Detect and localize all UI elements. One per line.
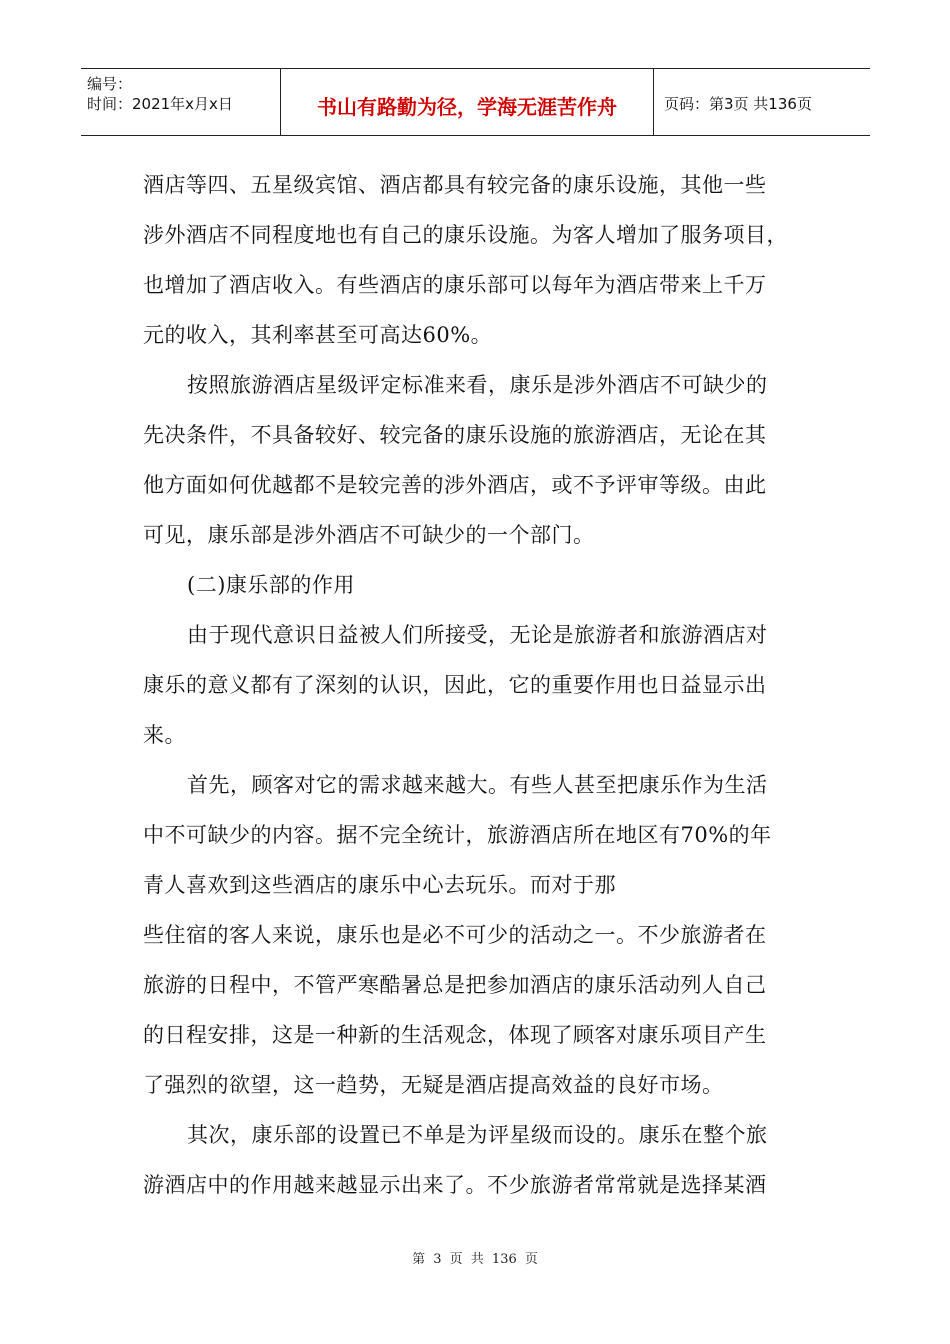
document-body [143,160,813,1210]
document-date: 时间：2021年x月x日 [87,95,233,113]
body-text-line: 康乐的意义都有了深刻的认识，因此，它的重要作用也日益显示出 [143,673,767,697]
body-text-line: 青人喜欢到这些酒店的康乐中心去玩乐。而对于那 [143,873,616,897]
body-text-line: 其次，康乐部的设置已不单是为评星级而设的。康乐在整个旅 [187,1123,768,1147]
header-page-info: 页码：第3页 共136页 [664,95,812,113]
body-text-line: 些住宿的客人来说，康乐也是必不可少的活动之一。不少旅游者在 [143,923,767,947]
body-text-line: 酒店等四、五星级宾馆、酒店都具有较完备的康乐设施，其他一些 [143,173,767,197]
page-footer: 第 3 页 共 136 页 [412,1252,538,1267]
body-text-line: (二)康乐部的作用 [187,573,355,597]
body-text-line: 的日程安排，这是一种新的生活观念，体现了顾客对康乐项目产生 [143,1023,767,1047]
body-text-line: 中不可缺少的内容。据不完全统计，旅游酒店所在地区有70%的年 [143,823,772,847]
header-motto-cell [281,69,654,135]
document-number-label: 编号： [87,75,133,93]
body-text-line: 首先，顾客对它的需求越来越大。有些人甚至把康乐作为生活 [187,773,768,797]
body-text-line: 先决条件，不具备较好、较完备的康乐设施的旅游酒店，无论在其 [143,423,767,447]
body-text-line: 可见，康乐部是涉外酒店不可缺少的一个部门。 [143,523,595,547]
body-text-line: 由于现代意识日益被人们所接受，无论是旅游者和旅游酒店对 [187,623,768,647]
header-meta-cell [81,69,281,135]
header-page-cell [654,69,870,135]
body-text-line: 也增加了酒店收入。有些酒店的康乐部可以每年为酒店带来上千万 [143,273,767,297]
body-text-line: 旅游的日程中，不管严寒酷暑总是把参加酒店的康乐活动列人自己 [143,973,767,997]
body-text-line: 按照旅游酒店星级评定标准来看，康乐是涉外酒店不可缺少的 [187,373,768,397]
body-text-line: 涉外酒店不同程度地也有自己的康乐设施。为客人增加了服务项目， [143,223,788,247]
motto-text: 书山有路勤为径，学海无涯苦作舟 [317,95,617,119]
body-text-line: 来。 [143,723,186,747]
body-text-line: 他方面如何优越都不是较完善的涉外酒店，或不予评审等级。由此 [143,473,767,497]
body-text-line: 了强烈的欲望，这一趋势，无疑是酒店提高效益的良好市场。 [143,1073,724,1097]
body-text-line: 元的收入，其利率甚至可高达60%。 [143,323,493,347]
body-text-line: 游酒店中的作用越来越显示出来了。不少旅游者常常就是选择某酒 [143,1173,767,1197]
document-header [81,68,870,136]
